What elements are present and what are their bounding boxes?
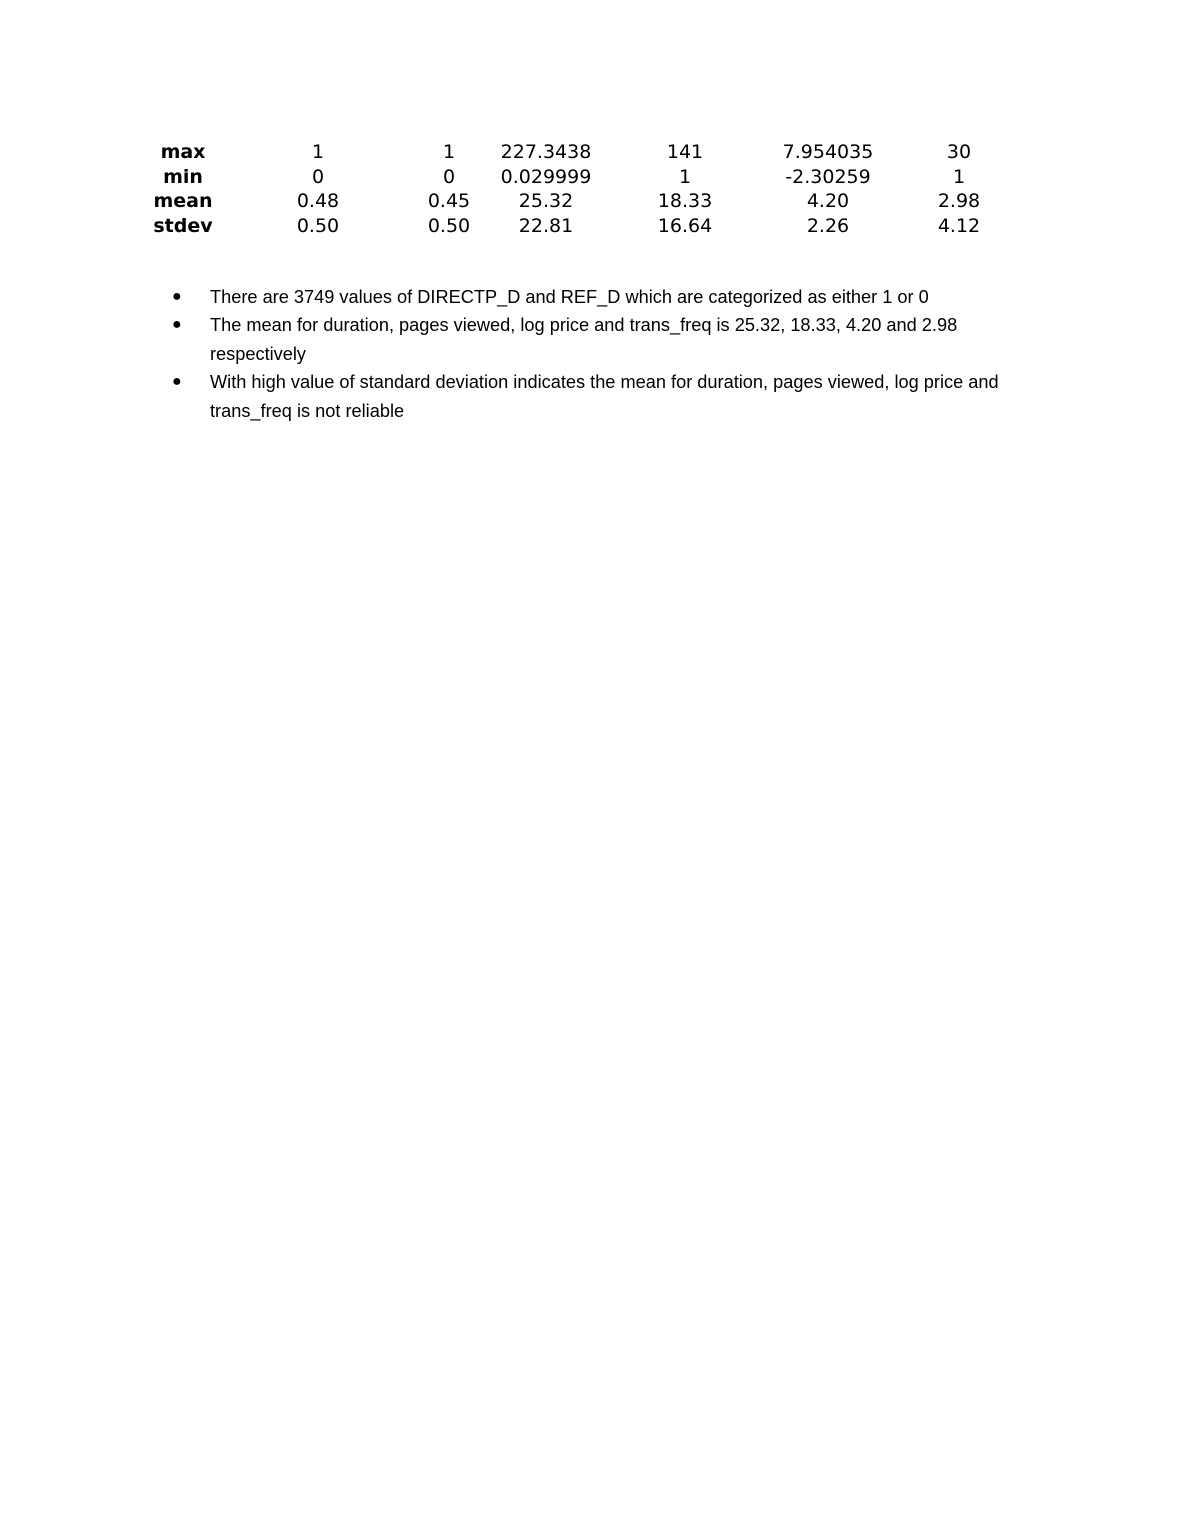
list-item: [170, 283, 1040, 311]
table-cell: 0.50: [427, 215, 471, 238]
table-cell: 0: [311, 165, 325, 188]
row-label: mean: [153, 190, 213, 213]
table-cell: 18.33: [657, 190, 713, 213]
table-cell: 7.954035: [782, 141, 874, 163]
list-item: [170, 368, 1040, 425]
table-cell: 1: [442, 141, 456, 163]
bullet-icon: ●: [172, 316, 182, 334]
table-cell: 0.50: [296, 215, 340, 238]
list-item: [170, 311, 1040, 368]
table-row-max: [140, 140, 1010, 165]
table-cell: 16.64: [657, 215, 713, 238]
table-row-min: [140, 165, 1010, 190]
table-cell: 0.48: [296, 190, 340, 213]
bullet-list: [170, 283, 1040, 425]
table-cell: 4.20: [806, 190, 850, 213]
list-item-text: There are 3749 values of DIRECTP_D and REF_D which are categorized as either 1 or 0: [210, 287, 929, 307]
table-cell: 1: [952, 165, 966, 188]
list-item-text: With high value of standard deviation indicates the mean for duration, pages viewed, log price and trans_freq is not reliable: [210, 372, 999, 421]
table-cell: 0.45: [427, 190, 471, 213]
bullet-icon: ●: [172, 288, 182, 305]
table-cell: 0.029999: [500, 165, 592, 188]
table-cell: 2.98: [937, 190, 981, 213]
table-cell: -2.30259: [785, 165, 871, 188]
row-label: max: [160, 141, 206, 163]
table-cell: 1: [678, 165, 692, 188]
table-cell: 2.26: [806, 215, 850, 238]
table-cell: 0: [442, 165, 456, 188]
statistics-table: [140, 140, 1010, 239]
table-cell: 25.32: [518, 190, 574, 213]
table-cell: 141: [666, 141, 704, 163]
list-item-text: The mean for duration, pages viewed, log price and trans_freq is 25.32, 18.33, 4.20 and 2.98 respectively: [210, 315, 958, 364]
table-cell: 22.81: [518, 215, 574, 238]
table-cell: 1: [311, 141, 325, 163]
table-cell: 4.12: [937, 215, 981, 238]
table-cell: 227.3438: [500, 141, 592, 163]
table-row-mean: [140, 189, 1010, 214]
table-cell: 30: [946, 141, 972, 163]
row-label: min: [163, 165, 203, 188]
row-label: stdev: [153, 215, 213, 238]
table-row-stdev: [140, 214, 1010, 239]
bullet-icon: ●: [172, 373, 182, 391]
